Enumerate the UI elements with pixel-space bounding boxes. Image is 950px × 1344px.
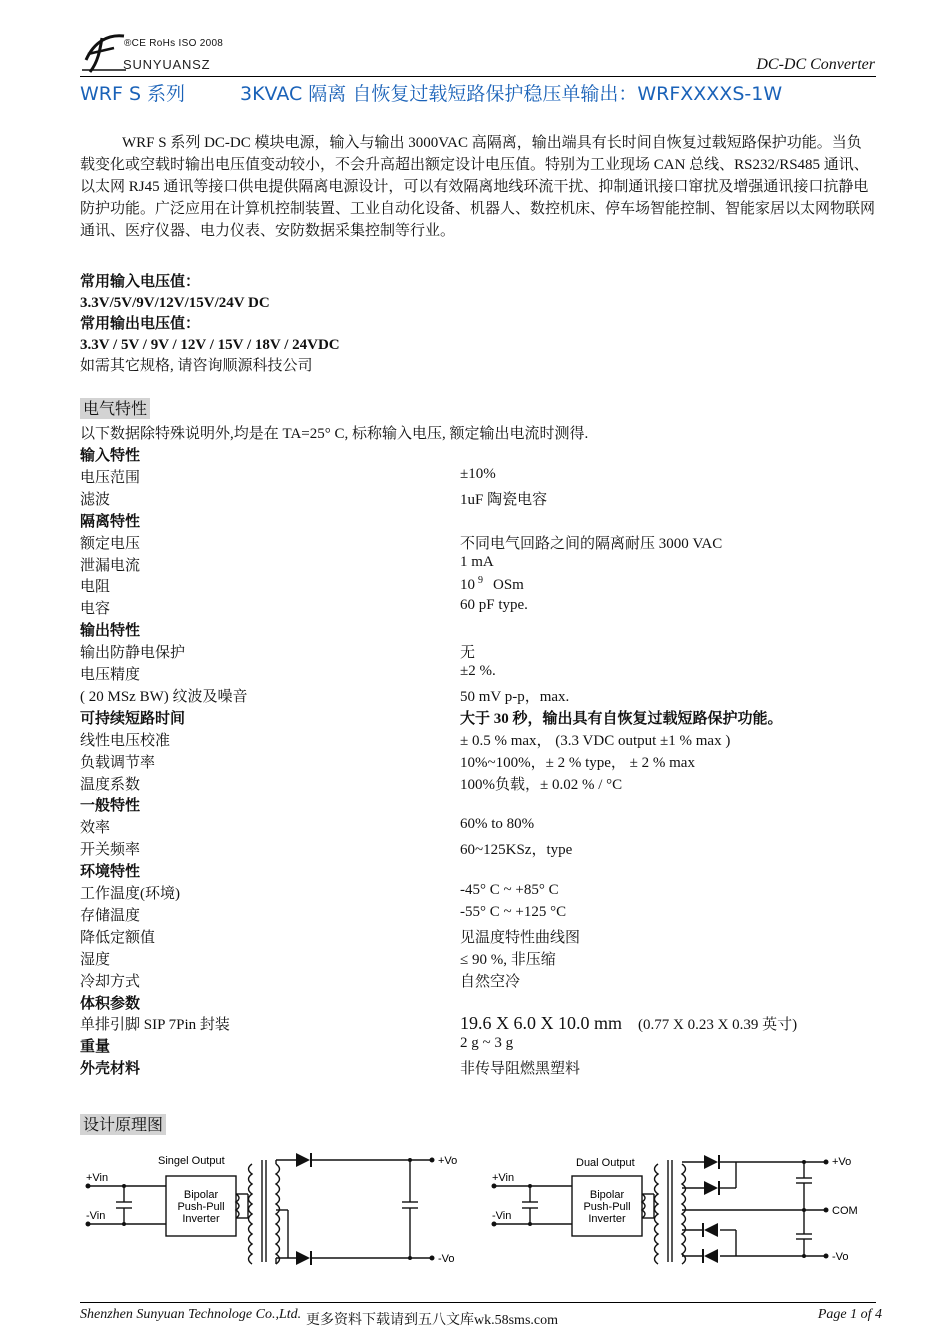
spec-key: 环境特性 [80,864,141,881]
header-product-type: DC-DC Converter [756,56,875,73]
spec-value-text: 自然空冷 [460,973,521,990]
spec-value [460,729,730,750]
electrical-heading: 电气特性 [80,398,150,419]
spec-key: 湿度 [80,951,111,968]
spec-value [460,1035,513,1052]
output-voltage-label: 常用输出电压值： [80,316,201,332]
dual-vo-plus: +Vo [832,1156,852,1168]
spec-value-text: 60 pF type. [460,597,528,614]
spec-value-text: 60~125KSz，type [460,842,573,859]
spec-row [80,970,876,992]
spec-value-text: 见温度特性曲线图 [460,929,581,946]
single-vo-plus: +Vo [438,1155,458,1167]
spec-value-text: 10%~100%，± 2 % type， ± 2 % max [460,754,695,771]
spec-row [80,488,876,510]
spec-value [460,970,520,991]
spec-row [80,685,876,707]
single-box-line-3: Inverter [182,1213,220,1225]
dual-box-line-3: Inverter [588,1213,626,1225]
spec-row [80,751,876,773]
spec-key: 重量 [80,1039,111,1056]
footer-download-link[interactable]: 更多资料下载请到五八文库wk.58sms.com [306,1313,558,1328]
spec-key: 单排引脚 SIP 7Pin 封装 [80,1017,230,1034]
intro-paragraph [80,132,876,242]
spec-row [80,904,876,926]
spec-category [80,1035,876,1057]
spec-row [80,729,876,751]
spec-value [460,926,580,947]
design-heading: 设计原理图 [80,1114,166,1135]
spec-value [460,1057,580,1078]
spec-key: 输入特性 [80,448,141,464]
spec-value [460,488,547,509]
single-box-line-2: Push-Pull [177,1201,225,1213]
single-vo-minus: -Vo [438,1253,455,1265]
spec-category [80,444,876,466]
spec-value [460,773,622,794]
spec-category [80,510,876,532]
single-vin-plus: +Vin [86,1172,109,1184]
spec-value [460,1013,797,1034]
spec-value-text: 非传导阻燃黑塑料 [460,1061,581,1078]
spec-value-text: -55° C ~ +125 °C [460,903,567,920]
spec-value-text: 2 g ~ 3 g [460,1035,514,1052]
single-output-schematic [80,1150,470,1270]
spec-value-text: -45° C ~ +85° C [460,882,559,898]
spec-key: 电压范围 [80,469,141,486]
spec-key: 外壳材料 [80,1061,141,1078]
spec-row [80,663,876,685]
spec-row [80,948,876,970]
spec-value [460,641,475,662]
spec-value [460,575,524,594]
spec-row [80,466,876,488]
spec-value-text: 无 [460,645,476,662]
spec-row [80,554,876,576]
spec-key: 可持续短路时间 [80,710,186,727]
footer-rule [80,1302,876,1303]
spec-value-extra: (0.77 X 0.23 X 0.39 英寸) [638,1017,798,1034]
dual-com: COM [832,1205,858,1217]
spec-value-text: 1 mA [460,553,494,570]
spec-key: 泄漏电流 [80,557,141,574]
spec-value [460,663,496,680]
dual-vin-plus: +Vin [492,1172,515,1184]
single-vin-minus: -Vin [86,1210,106,1222]
spec-value-exponent: 9 [478,575,483,587]
spec-value [460,707,783,728]
spec-value-text: 50 mV p-p，max. [460,688,570,705]
spec-row [80,532,876,554]
spec-category [80,992,876,1014]
footer-page-number: Page 1 of 4 [817,1307,882,1322]
spec-value [460,597,528,614]
spec-value-text: 19.6 X 6.0 X 10.0 mm [460,1013,622,1034]
spec-value-text: 100%负载，± 0.02 % / °C [460,776,623,793]
spec-key: 降低定额值 [80,929,156,946]
spec-row [80,575,876,597]
single-box-line-1: Bipolar [183,1189,219,1201]
spec-row [80,926,876,948]
spec-value-extra: OSm [493,577,524,594]
dual-vo-minus: -Vo [832,1251,849,1263]
spec-key: 工作温度(环境) [80,886,180,902]
spec-value [460,554,494,571]
dual-output-schematic [486,1150,886,1270]
design-heading-wrap [80,1112,166,1135]
spec-value [460,751,695,772]
spec-key: 负载调节率 [80,754,156,771]
spec-category [80,860,876,882]
spec-value [460,532,722,553]
spec-value [460,816,534,833]
spec-row [80,597,876,619]
spec-value-text: 不同电气回路之间的隔离耐压 3000 VAC [460,535,723,552]
single-output-title: Singel Output [158,1155,225,1167]
dual-box-line-2: Push-Pull [583,1201,631,1213]
spec-value-text: 大于 30 秒，输出具有自恢复过载短路保护功能。 [460,710,783,727]
footer-company: Shenzhen Sunyuan Technologe Co.,Ltd. [80,1307,302,1322]
electrical-heading-wrap [80,396,150,419]
spec-key: 温度系数 [80,776,141,793]
spec-key: 电容 [80,601,111,618]
spec-value [460,838,572,859]
brand-name: SUNYUANSZ [123,57,211,72]
certification-marks: ®CE RoHs ISO 2008 [124,38,224,49]
spec-key: 电压精度 [80,667,141,683]
spec-row [80,707,876,729]
spec-key: 体积参数 [80,995,141,1012]
spec-category [80,794,876,816]
spec-key: 一般特性 [80,798,141,815]
input-voltage-values: 3.3V/5V/9V/12V/15V/24V DC [80,295,270,311]
spec-value-text: ±2 %. [460,663,496,679]
input-voltage-label: 常用输入电压值： [80,274,201,290]
custom-spec-note: 如需其它规格, 请咨询顺源科技公司 [80,358,313,374]
spec-row [80,641,876,663]
spec-category [80,619,876,641]
spec-key: 滤波 [80,491,111,508]
spec-row [80,838,876,860]
spec-value-text: ± 0.5 % max， (3.3 VDC output ±1 % max ) [460,732,731,749]
spec-key: 存储温度 [80,907,141,924]
spec-value [460,466,496,483]
title-description: 3KVAC 隔离 自恢复过载短路保护稳压单输出：WRFXXXXS-1W [240,83,783,105]
test-condition: 以下数据除特殊说明外,均是在 TA=25° C, 标称输入电压, 额定输出电流时测得. [80,426,589,442]
spec-row [80,882,876,904]
spec-key: 输出特性 [80,623,141,640]
spec-key: 输出防静电保护 [80,645,186,662]
header-rule [80,76,876,77]
spec-row [80,816,876,838]
output-voltage-values: 3.3V / 5V / 9V / 12V / 15V / 18V / 24VDC [80,337,340,353]
spec-value [460,948,556,969]
intro-text: WRF S 系列 DC-DC 模块电源，输入与输出 3000VAC 高隔离，输出端具有长时间自恢复过载短路保护功能。当负载变化或空载时输出电压值变动较小，不会升高超出额定设计电压值。特别为工业现场 CAN 总线、RS232/RS485 通讯、以太网 RJ45 通讯等接口供电提供隔离电源设计，可以有效隔离地线环流干扰、抑制通讯接口窜扰及增强通讯接口抗静电防护功能。广泛应用在计算机控制装置、工业自动化设备、机器人、数控机床、停车场智能控制、智能家居以太网物联网通讯、医疗仪器、电力仪表、安防数据采集控制等行业。 [80,135,876,239]
spec-key: 额定电压 [80,535,141,552]
spec-value-text: 10 [460,577,475,594]
spec-value-text: 1uF 陶瓷电容 [460,491,548,508]
spec-value [460,904,566,921]
dual-vin-minus: -Vin [492,1210,512,1222]
spec-key: 冷却方式 [80,973,141,990]
spec-value-text: 60% to 80% [460,816,535,833]
dual-box-line-1: Bipolar [589,1189,625,1201]
series-name: WRF S 系列 [80,83,186,105]
spec-key: 开关频率 [80,842,141,859]
spec-row [80,1013,876,1035]
spec-value [460,882,559,899]
spec-value-text: ≤ 90 %, 非压缩 [460,951,556,968]
spec-key: 效率 [80,820,111,837]
dual-output-title: Dual Output [576,1157,635,1169]
spec-key: 电阻 [80,579,111,596]
spec-key: 线性电压校准 [80,732,171,749]
spec-row [80,773,876,795]
spec-value [460,685,569,706]
spec-category [80,1057,876,1079]
spec-key: ( 20 MSz BW) 纹波及噪音 [80,688,248,705]
spec-key: 隔离特性 [80,513,141,530]
spec-value-text: ±10% [460,465,496,482]
voltage-spec-block [80,272,340,377]
